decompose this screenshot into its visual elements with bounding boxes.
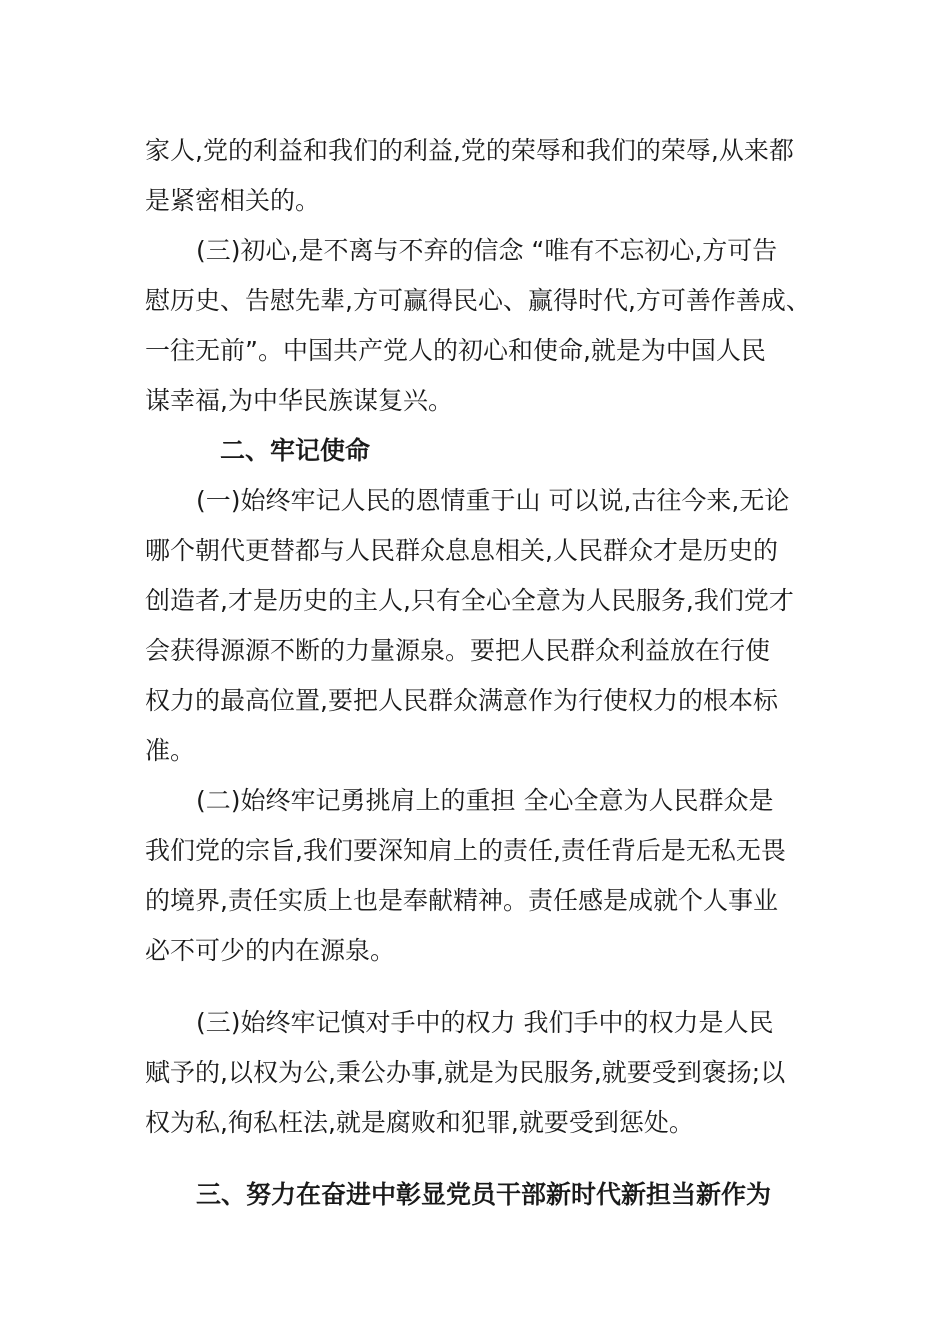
body-text-line: 会获得源源不断的力量源泉。要把人民群众利益放在行使 [145,636,771,665]
paragraph-start-line: (三)初心,是不离与不弃的信念 “唯有不忘初心,方可告 [196,236,778,265]
paragraph-start-line: (一)始终牢记人民的恩情重于山 可以说,古往今来,无论 [196,486,790,515]
body-text-line: 赋予的,以权为公,秉公办事,就是为民服务,就要受到褒扬;以 [145,1058,786,1087]
section-heading: 三、努力在奋进中彰显党员干部新时代新担当新作为 [196,1180,772,1209]
paragraph-start-line: (三)始终牢记慎对手中的权力 我们手中的权力是人民 [196,1008,774,1037]
body-text-line: 是紧密相关的。 [145,186,321,215]
body-text-line: 的境界,责任实质上也是奉献精神。责任感是成就个人事业 [145,886,778,915]
body-text-line: 哪个朝代更替都与人民群众息息相关,人民群众才是历史的 [145,536,778,565]
body-text-line: 慰历史、告慰先辈,方可赢得民心、赢得时代,方可善作善成、 [145,286,811,315]
body-text-line: 一往无前”。中国共产党人的初心和使命,就是为中国人民 [145,336,766,365]
body-text-line: 我们党的宗旨,我们要深知肩上的责任,责任背后是无私无畏 [145,836,786,865]
body-text-line: 权力的最高位置,要把人民群众满意作为行使权力的根本标 [145,686,778,715]
section-heading: 二、牢记使命 [220,436,371,465]
body-text-line: 准。 [145,736,196,765]
body-text-line: 谋幸福,为中华民族谋复兴。 [145,386,453,415]
paragraph-start-line: (二)始终牢记勇挑肩上的重担 全心全意为人民群众是 [196,786,774,815]
body-text-line: 权为私,徇私枉法,就是腐败和犯罪,就要受到惩处。 [145,1108,694,1137]
body-text-line: 必不可少的内在源泉。 [145,936,396,965]
body-text-line: 家人,党的利益和我们的利益,党的荣辱和我们的荣辱,从来都 [145,136,794,165]
body-text-line: 创造者,才是历史的主人,只有全心全意为人民服务,我们党才 [145,586,794,615]
